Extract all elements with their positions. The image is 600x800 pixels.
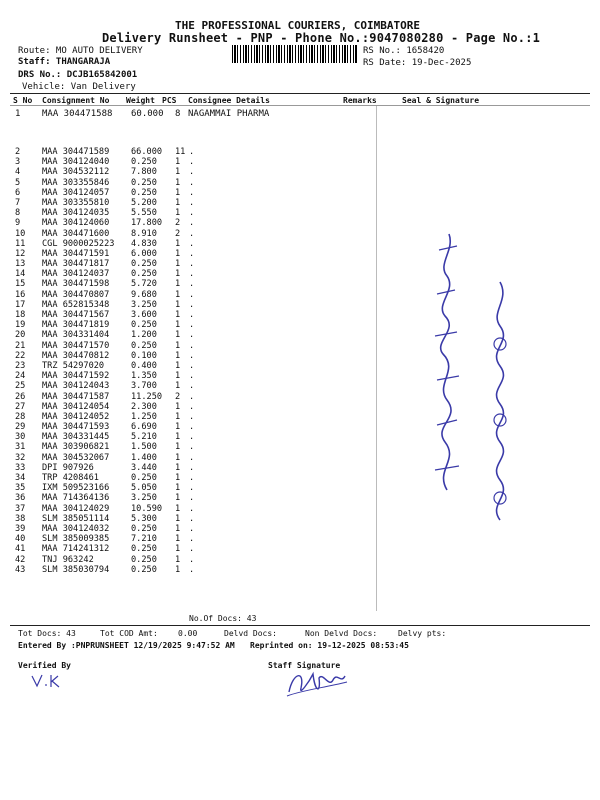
col-sno: S No bbox=[13, 96, 33, 105]
cell-pcs: 1 bbox=[175, 452, 181, 463]
drs-number: DRS No.: DCJB165842001 bbox=[18, 70, 138, 80]
cell-weight: 3.250 bbox=[131, 493, 157, 504]
rs-number: RS No.: 1658420 bbox=[363, 46, 445, 56]
cell-weight: 0.250 bbox=[131, 340, 157, 351]
cell-sno: 28 bbox=[15, 411, 26, 422]
cell-sno: 12 bbox=[15, 248, 26, 259]
cell-consignee: . bbox=[189, 279, 195, 290]
cell-weight: 4.830 bbox=[131, 238, 157, 249]
cell-pcs: 1 bbox=[175, 320, 181, 331]
tot-cod-value: 0.00 bbox=[178, 629, 198, 638]
cell-consignment: MAA 304471591 bbox=[42, 248, 110, 259]
cell-consignee: . bbox=[189, 371, 195, 382]
cell-weight: 3.440 bbox=[131, 462, 157, 473]
cell-pcs: 1 bbox=[175, 371, 181, 382]
cell-consignee: . bbox=[189, 310, 195, 320]
cell-pcs: 1 bbox=[175, 523, 181, 534]
cell-weight: 0.400 bbox=[131, 360, 157, 371]
header-bottom-rule bbox=[10, 105, 590, 106]
cell-weight: 0.250 bbox=[131, 157, 157, 168]
col-signature: Seal & Signature bbox=[402, 96, 480, 105]
table-row bbox=[0, 167, 600, 177]
cell-pcs: 2 bbox=[175, 391, 181, 402]
cell-consignee: . bbox=[189, 289, 195, 300]
cell-consignee: . bbox=[189, 462, 195, 473]
cell-pcs: 1 bbox=[175, 381, 181, 392]
cell-sno: 35 bbox=[15, 483, 26, 494]
cell-pcs: 1 bbox=[175, 564, 181, 575]
table-row bbox=[0, 565, 600, 575]
cell-sno: 25 bbox=[15, 381, 26, 392]
non-delvd-docs: Non Delvd Docs: bbox=[305, 629, 378, 638]
cell-weight: 3.700 bbox=[131, 381, 157, 392]
cell-consignment: MAA 304471589 bbox=[42, 147, 110, 157]
runsheet-title: Delivery Runsheet - PNP - Phone No.:9047080280 - Page No.:1 bbox=[102, 31, 541, 45]
table-row bbox=[0, 188, 600, 198]
cell-consignment: MAA 304124035 bbox=[42, 208, 110, 219]
table-row bbox=[0, 555, 600, 565]
cell-consignee: . bbox=[189, 554, 195, 565]
cell-pcs: 1 bbox=[175, 248, 181, 259]
cell-consignment: IXM 509523166 bbox=[42, 483, 110, 494]
cell-sno: 11 bbox=[15, 238, 26, 249]
cell-sno: 36 bbox=[15, 493, 26, 504]
vehicle-label: Vehicle: Van Delivery bbox=[22, 82, 136, 92]
cell-sno: 41 bbox=[15, 544, 26, 555]
cell-consignment: SLM 385030794 bbox=[42, 564, 110, 575]
cell-sno: 24 bbox=[15, 371, 26, 382]
cell-pcs: 1 bbox=[175, 432, 181, 443]
cell-pcs: 1 bbox=[175, 197, 181, 208]
cell-consignee: . bbox=[189, 197, 195, 208]
cell-consignee: . bbox=[189, 564, 195, 575]
cell-sno: 34 bbox=[15, 473, 26, 483]
cell-weight: 0.250 bbox=[131, 473, 157, 483]
cell-consignee: . bbox=[189, 269, 195, 280]
cell-consignment: MAA 304124060 bbox=[42, 218, 110, 229]
cell-consignment: MAA 303355810 bbox=[42, 197, 110, 208]
cell-sno: 10 bbox=[15, 228, 26, 239]
cell-consignee: . bbox=[189, 483, 195, 494]
cell-pcs: 11 bbox=[175, 147, 186, 157]
cell-weight: 2.300 bbox=[131, 401, 157, 412]
cell-consignee: . bbox=[189, 422, 195, 433]
cell-consignee: . bbox=[189, 432, 195, 443]
table-row bbox=[0, 218, 600, 228]
cell-pcs: 1 bbox=[175, 299, 181, 310]
cell-consignee: . bbox=[189, 340, 195, 351]
cell-sno: 16 bbox=[15, 289, 26, 300]
cell-consignment: MAA 652815348 bbox=[42, 299, 110, 310]
cell-pcs: 1 bbox=[175, 462, 181, 473]
col-remarks: Remarks bbox=[343, 96, 377, 105]
cell-sno: 14 bbox=[15, 269, 26, 280]
cell-sno: 2 bbox=[15, 147, 21, 157]
cell-sno: 43 bbox=[15, 564, 26, 575]
cell-pcs: 1 bbox=[175, 534, 181, 545]
cell-consignment: TRP 4208461 bbox=[42, 473, 99, 483]
cell-consignment: MAA 304124052 bbox=[42, 411, 110, 422]
no-of-docs: No.Of Docs: 43 bbox=[189, 614, 257, 623]
cell-sno: 29 bbox=[15, 422, 26, 433]
cell-sno: 39 bbox=[15, 523, 26, 534]
cell-sno: 26 bbox=[15, 391, 26, 402]
cell-pcs: 1 bbox=[175, 360, 181, 371]
rs-date: RS Date: 19-Dec-2025 bbox=[363, 58, 472, 68]
cell-weight: 3.600 bbox=[131, 310, 157, 320]
cell-pcs: 1 bbox=[175, 340, 181, 351]
cell-sno: 31 bbox=[15, 442, 26, 453]
cell-sno: 8 bbox=[15, 208, 21, 219]
table-row bbox=[0, 534, 600, 544]
cell-consignment: MAA 304124043 bbox=[42, 381, 110, 392]
cell-consignment: MAA 304471567 bbox=[42, 310, 110, 320]
cell-consignment: MAA 304124054 bbox=[42, 401, 110, 412]
cell-consignment: MAA 304124057 bbox=[42, 187, 110, 198]
cell-weight: 10.590 bbox=[131, 503, 163, 514]
cell-sno: 23 bbox=[15, 360, 26, 371]
cell-pcs: 1 bbox=[175, 411, 181, 422]
cell-consignee: . bbox=[189, 238, 195, 249]
cell-weight: 7.800 bbox=[131, 167, 157, 178]
cell-consignment: MAA 304470807 bbox=[42, 289, 110, 300]
cell-pcs: 2 bbox=[175, 228, 181, 239]
totals-top-rule bbox=[10, 625, 590, 626]
cell-consignment: MAA 304471588 bbox=[42, 109, 113, 119]
cell-consignee: NAGAMMAI PHARMA bbox=[188, 109, 270, 119]
cell-pcs: 1 bbox=[175, 503, 181, 514]
cell-consignment: MAA 304471598 bbox=[42, 279, 110, 290]
delvd-docs: Delvd Docs: bbox=[224, 629, 277, 638]
cell-sno: 9 bbox=[15, 218, 21, 229]
cell-pcs: 1 bbox=[175, 259, 181, 270]
table-row bbox=[0, 229, 600, 239]
cell-consignee: . bbox=[189, 391, 195, 402]
cell-weight: 5.200 bbox=[131, 197, 157, 208]
cell-weight: 0.250 bbox=[131, 544, 157, 555]
col-pcs: PCS bbox=[162, 96, 177, 105]
table-row bbox=[0, 178, 600, 188]
cell-weight: 6.000 bbox=[131, 248, 157, 259]
cell-sno: 32 bbox=[15, 452, 26, 463]
cell-pcs: 1 bbox=[175, 238, 181, 249]
cell-sno: 22 bbox=[15, 350, 26, 361]
cell-pcs: 1 bbox=[175, 330, 181, 341]
cell-weight: 5.550 bbox=[131, 208, 157, 219]
table-row bbox=[0, 147, 600, 157]
cell-pcs: 1 bbox=[175, 554, 181, 565]
cell-pcs: 1 bbox=[175, 350, 181, 361]
cell-weight: 0.250 bbox=[131, 187, 157, 198]
cell-sno: 30 bbox=[15, 432, 26, 443]
cell-consignment: MAA 304471593 bbox=[42, 422, 110, 433]
cell-weight: 9.680 bbox=[131, 289, 157, 300]
table-row bbox=[0, 208, 600, 218]
cell-pcs: 1 bbox=[175, 279, 181, 290]
cell-sno: 20 bbox=[15, 330, 26, 341]
company-title: THE PROFESSIONAL COURIERS, COIMBATORE bbox=[175, 19, 421, 32]
verifier-initials bbox=[30, 672, 80, 692]
staff-signature-label: Staff Signature bbox=[268, 661, 341, 670]
cell-consignment: MAA 304471600 bbox=[42, 228, 110, 239]
cell-pcs: 1 bbox=[175, 187, 181, 198]
cell-consignment: MAA 304331404 bbox=[42, 330, 110, 341]
cell-weight: 8.910 bbox=[131, 228, 157, 239]
cell-weight: 0.250 bbox=[131, 564, 157, 575]
cell-sno: 27 bbox=[15, 401, 26, 412]
cell-consignee: . bbox=[189, 208, 195, 219]
cell-sno: 18 bbox=[15, 310, 26, 320]
cell-weight: 0.250 bbox=[131, 554, 157, 565]
cell-weight: 1.250 bbox=[131, 411, 157, 422]
cell-weight: 11.250 bbox=[131, 391, 163, 402]
entered-by: Entered By :PNPRUNSHEET 12/19/2025 9:47:52 AM bbox=[18, 641, 235, 650]
cell-sno: 1 bbox=[15, 109, 21, 119]
cell-weight: 5.300 bbox=[131, 513, 157, 524]
cell-consignment: MAA 303355846 bbox=[42, 177, 110, 188]
table-row bbox=[0, 239, 600, 249]
cell-consignee: . bbox=[189, 259, 195, 270]
cell-sno: 7 bbox=[15, 197, 21, 208]
cell-consignment: MAA 714364136 bbox=[42, 493, 110, 504]
cell-weight: 0.250 bbox=[131, 259, 157, 270]
cell-consignee: . bbox=[189, 503, 195, 514]
cell-pcs: 1 bbox=[175, 422, 181, 433]
cell-consignment: SLM 385009385 bbox=[42, 534, 110, 545]
cell-weight: 6.690 bbox=[131, 422, 157, 433]
cell-sno: 21 bbox=[15, 340, 26, 351]
cell-consignment: MAA 304471819 bbox=[42, 320, 110, 331]
cell-weight: 1.200 bbox=[131, 330, 157, 341]
cell-consignee: . bbox=[189, 147, 195, 157]
handwritten-phone-note bbox=[480, 270, 520, 530]
cell-sno: 5 bbox=[15, 177, 21, 188]
cell-sno: 17 bbox=[15, 299, 26, 310]
header-top-rule bbox=[10, 93, 590, 94]
cell-consignee: . bbox=[189, 299, 195, 310]
cell-weight: 0.250 bbox=[131, 269, 157, 280]
cell-consignment: TRZ 54297020 bbox=[42, 360, 105, 371]
cell-consignment: MAA 304124029 bbox=[42, 503, 110, 514]
cell-sno: 4 bbox=[15, 167, 21, 178]
barcode bbox=[232, 45, 358, 63]
staff-signature-scribble bbox=[283, 662, 353, 702]
cell-sno: 42 bbox=[15, 554, 26, 565]
cell-consignee: . bbox=[189, 177, 195, 188]
cell-consignee: . bbox=[189, 411, 195, 422]
cell-consignment: MAA 304471592 bbox=[42, 371, 110, 382]
cell-pcs: 1 bbox=[175, 401, 181, 412]
cell-pcs: 1 bbox=[175, 177, 181, 188]
cell-consignment: MAA 304124037 bbox=[42, 269, 110, 280]
cell-weight: 0.250 bbox=[131, 177, 157, 188]
verified-by: Verified By bbox=[18, 661, 71, 670]
cell-consignment: MAA 304471587 bbox=[42, 391, 110, 402]
cell-consignment: MAA 304124040 bbox=[42, 157, 110, 168]
cell-sno: 38 bbox=[15, 513, 26, 524]
cell-consignee: . bbox=[189, 218, 195, 229]
cell-consignee: . bbox=[189, 157, 195, 168]
cell-consignment: MAA 304532112 bbox=[42, 167, 110, 178]
cell-consignment: MAA 304471570 bbox=[42, 340, 110, 351]
table-row bbox=[0, 198, 600, 208]
handwritten-name-note bbox=[425, 220, 469, 500]
table-row bbox=[0, 109, 600, 121]
tot-docs: Tot Docs: 43 bbox=[18, 629, 76, 638]
cell-consignment: SLM 385051114 bbox=[42, 513, 110, 524]
cell-consignment: MAA 304124032 bbox=[42, 523, 110, 534]
cell-weight: 1.350 bbox=[131, 371, 157, 382]
cell-pcs: 1 bbox=[175, 157, 181, 168]
cell-consignee: . bbox=[189, 381, 195, 392]
cell-weight: 60.000 bbox=[131, 109, 164, 119]
col-consignee: Consignee Details bbox=[188, 96, 270, 105]
table-row bbox=[0, 157, 600, 167]
table-row bbox=[0, 259, 600, 269]
cell-pcs: 1 bbox=[175, 310, 181, 320]
cell-weight: 0.250 bbox=[131, 523, 157, 534]
cell-consignee: . bbox=[189, 167, 195, 178]
table-row bbox=[0, 544, 600, 554]
cell-consignment: MAA 304470812 bbox=[42, 350, 110, 361]
cell-consignee: . bbox=[189, 544, 195, 555]
cell-consignee: . bbox=[189, 473, 195, 483]
cell-consignee: . bbox=[189, 187, 195, 198]
cell-pcs: 1 bbox=[175, 289, 181, 300]
cell-pcs: 1 bbox=[175, 208, 181, 219]
cell-sno: 13 bbox=[15, 259, 26, 270]
cell-weight: 3.250 bbox=[131, 299, 157, 310]
cell-consignee: . bbox=[189, 401, 195, 412]
cell-sno: 19 bbox=[15, 320, 26, 331]
cell-pcs: 1 bbox=[175, 442, 181, 453]
cell-weight: 1.500 bbox=[131, 442, 157, 453]
cell-sno: 15 bbox=[15, 279, 26, 290]
cell-consignee: . bbox=[189, 228, 195, 239]
cell-consignment: MAA 304331445 bbox=[42, 432, 110, 443]
cell-consignee: . bbox=[189, 350, 195, 361]
cell-pcs: 1 bbox=[175, 544, 181, 555]
cell-consignment: DPI 907926 bbox=[42, 462, 94, 473]
cell-weight: 1.400 bbox=[131, 452, 157, 463]
staff-label: Staff: THANGARAJA bbox=[18, 57, 111, 67]
cell-pcs: 2 bbox=[175, 218, 181, 229]
cell-consignment: TNJ 963242 bbox=[42, 554, 94, 565]
cell-consignee: . bbox=[189, 442, 195, 453]
cell-pcs: 1 bbox=[175, 513, 181, 524]
cell-weight: 66.000 bbox=[131, 147, 163, 157]
cell-consignment: MAA 304532067 bbox=[42, 452, 110, 463]
cell-consignee: . bbox=[189, 523, 195, 534]
cell-sno: 40 bbox=[15, 534, 26, 545]
cell-sno: 3 bbox=[15, 157, 21, 168]
cell-consignee: . bbox=[189, 513, 195, 524]
tot-cod-label: Tot COD Amt: bbox=[100, 629, 158, 638]
col-weight: Weight bbox=[126, 96, 155, 105]
cell-weight: 5.720 bbox=[131, 279, 157, 290]
cell-sno: 6 bbox=[15, 187, 21, 198]
cell-consignee: . bbox=[189, 493, 195, 504]
cell-consignee: . bbox=[189, 452, 195, 463]
cell-consignee: . bbox=[189, 248, 195, 259]
cell-consignee: . bbox=[189, 320, 195, 331]
cell-weight: 17.800 bbox=[131, 218, 163, 229]
cell-weight: 0.250 bbox=[131, 320, 157, 331]
cell-pcs: 1 bbox=[175, 167, 181, 178]
delvy-pts: Delvy pts: bbox=[398, 629, 447, 638]
cell-pcs: 1 bbox=[175, 269, 181, 280]
table-row bbox=[0, 249, 600, 259]
cell-weight: 5.050 bbox=[131, 483, 157, 494]
cell-pcs: 8 bbox=[175, 109, 181, 119]
cell-pcs: 1 bbox=[175, 493, 181, 504]
route-label: Route: MO AUTO DELIVERY bbox=[18, 46, 143, 56]
cell-consignment: MAA 714241312 bbox=[42, 544, 110, 555]
cell-pcs: 1 bbox=[175, 483, 181, 494]
cell-consignee: . bbox=[189, 330, 195, 341]
cell-consignment: CGL 9000025223 bbox=[42, 238, 115, 249]
cell-consignment: MAA 303906821 bbox=[42, 442, 110, 453]
cell-weight: 5.210 bbox=[131, 432, 157, 443]
cell-sno: 37 bbox=[15, 503, 26, 514]
cell-consignee: . bbox=[189, 360, 195, 371]
col-consignment: Consignment No bbox=[42, 96, 110, 105]
reprinted-on: Reprinted on: 19-12-2025 08:53:45 bbox=[250, 641, 409, 650]
cell-weight: 7.210 bbox=[131, 534, 157, 545]
cell-pcs: 1 bbox=[175, 473, 181, 483]
cell-consignment: MAA 304471817 bbox=[42, 259, 110, 270]
cell-weight: 0.100 bbox=[131, 350, 157, 361]
cell-sno: 33 bbox=[15, 462, 26, 473]
cell-consignee: . bbox=[189, 534, 195, 545]
